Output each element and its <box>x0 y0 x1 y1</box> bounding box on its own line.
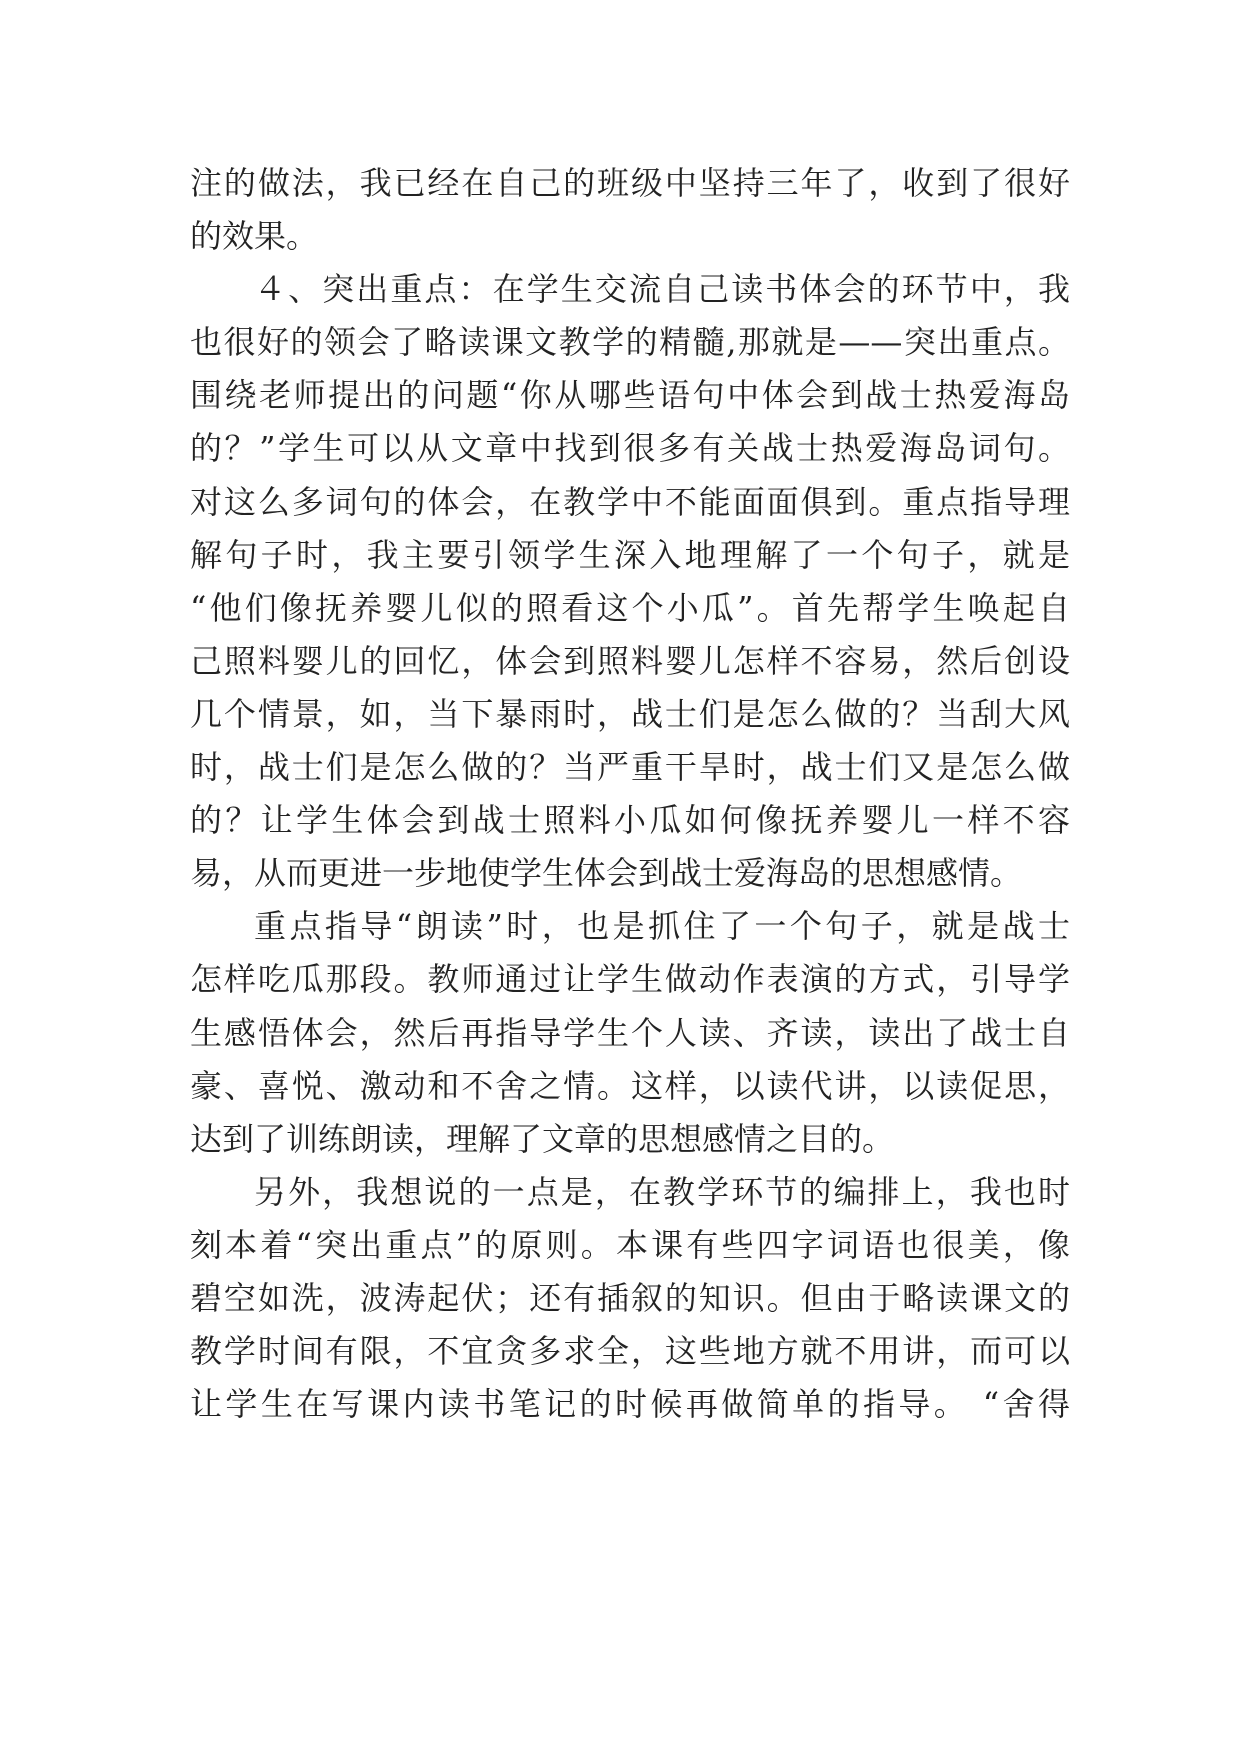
text-line: 时，战士们是怎么做的？当严重干旱时，战士们又是怎么做 <box>190 748 1070 787</box>
text-line: 的？让学生体会到战士照料小瓜如何像抚养婴儿一样不容 <box>190 801 1070 840</box>
text-line: 达到了训练朗读，理解了文章的思想感情之目的。 <box>190 1119 895 1158</box>
text-line: 怎样吃瓜那段。教师通过让学生做动作表演的方式，引导学 <box>190 960 1070 999</box>
text-line: 另外，我想说的一点是，在教学环节的编排上，我也时 <box>254 1172 1070 1211</box>
text-line: 的？”学生可以从文章中找到很多有关战士热爱海岛词句。 <box>190 429 1070 468</box>
text-line: 几个情景，如，当下暴雨时，战士们是怎么做的？当刮大风 <box>190 694 1070 733</box>
text-line: 解句子时，我主要引领学生深入地理解了一个句子，就是 <box>190 535 1070 574</box>
text-line: 刻本着“突出重点”的原则。本课有些四字词语也很美，像 <box>190 1225 1070 1264</box>
text-line: 重点指导“朗读”时，也是抓住了一个句子，就是战士 <box>254 907 1070 946</box>
text-line: 注的做法，我已经在自己的班级中坚持三年了，收到了很好 <box>190 164 1070 202</box>
text-line: 豪、喜悦、激动和不舍之情。这样，以读代讲，以读促思， <box>190 1066 1070 1105</box>
text-line: 也很好的领会了略读课文教学的精髓,那就是——突出重点。 <box>190 323 1070 362</box>
text-line: 对这么多词句的体会，在教学中不能面面俱到。重点指导理 <box>190 482 1070 521</box>
text-line: 己照料婴儿的回忆，体会到照料婴儿怎样不容易，然后创设 <box>190 641 1070 680</box>
body-text <box>190 157 1070 1431</box>
text-line: 的效果。 <box>190 217 319 256</box>
text-line: 碧空如洗，波涛起伏；还有插叙的知识。但由于略读课文的 <box>190 1278 1070 1317</box>
text-line: 教学时间有限，不宜贪多求全，这些地方就不用讲，而可以 <box>190 1332 1070 1371</box>
text-line: 易，从而更进一步地使学生体会到战士爱海岛的思想感情。 <box>190 854 1023 893</box>
text-line: 让学生在写课内读书笔记的时候再做简单的指导。 “舍得 <box>190 1385 1070 1424</box>
text-line: 生感悟体会，然后再指导学生个人读、齐读，读出了战士自 <box>190 1013 1070 1052</box>
text-line: ４、突出重点：在学生交流自己读书体会的环节中，我 <box>254 270 1070 309</box>
text-line: 围绕老师提出的问题“你从哪些语句中体会到战士热爱海岛 <box>190 376 1070 415</box>
text-line: “他们像抚养婴儿似的照看这个小瓜”。首先帮学生唤起自 <box>190 588 1070 627</box>
